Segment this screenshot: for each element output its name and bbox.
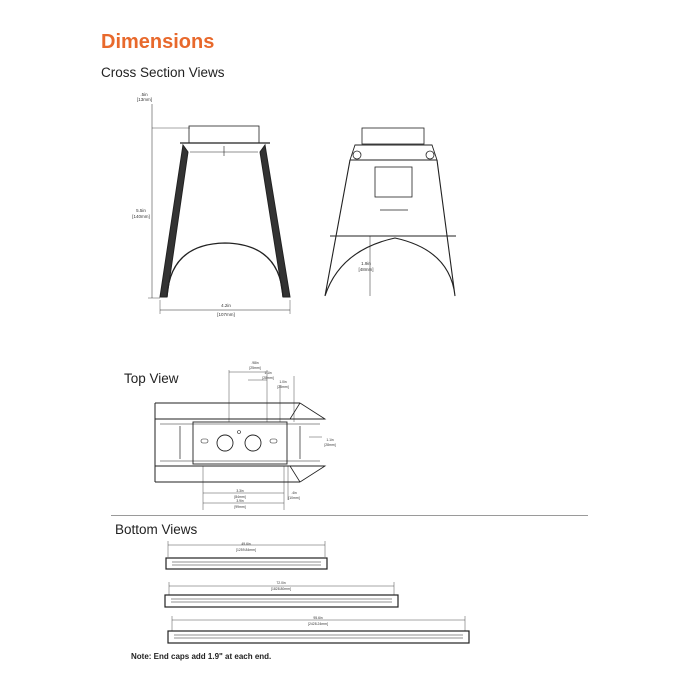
fixture-short xyxy=(166,558,327,569)
bottom-dim-b-in: 3.9in xyxy=(236,499,244,503)
end-cap-note: Note: End caps add 1.9" at each end. xyxy=(131,652,272,661)
top-dim-a-mm: [25mm] xyxy=(249,366,261,370)
top-dim-c-in: 1.0in xyxy=(279,380,287,384)
short-length-mm: [1259.84mm] xyxy=(236,548,256,552)
height-in-label: 5.5in xyxy=(136,208,146,213)
long-length-mm: [2428.24mm] xyxy=(308,622,328,626)
short-length-in: 49.6in xyxy=(241,542,251,546)
fixture-medium xyxy=(165,595,398,607)
width-mm-label: [107mm] xyxy=(217,312,235,317)
arch-height-in-label: 1.9in xyxy=(361,261,371,266)
side-dim-in: 1.1in xyxy=(326,438,334,442)
long-length-in: 95.6in xyxy=(313,616,323,620)
top-dim-a-in: .98in xyxy=(251,361,259,365)
bottom-dim-a-in: 3.3in xyxy=(236,489,244,493)
bottom-views-heading: Bottom Views xyxy=(115,522,198,537)
cross-section-heading: Cross Section Views xyxy=(101,65,225,80)
top-dim-b-mm: [28mm] xyxy=(262,376,274,380)
bottom-dim-b-mm: [99mm] xyxy=(234,505,246,509)
medium-length-mm: [1828.80mm] xyxy=(271,587,291,591)
width-in-label: 4.2in xyxy=(221,303,231,308)
fixture-long xyxy=(168,631,469,643)
bottom-dim-a-mm: [84mm] xyxy=(234,495,246,499)
bottom-dim-c-mm: [10mm] xyxy=(288,496,300,500)
page-title: Dimensions xyxy=(101,31,215,53)
side-dim-mm: [28mm] xyxy=(324,443,336,447)
top-dim-c-mm: [25mm] xyxy=(277,385,289,389)
bottom-dim-c-in: .4in xyxy=(291,491,297,495)
arch-height-mm-label: [48mm] xyxy=(358,267,374,272)
top-dim-b-in: 1.1in xyxy=(264,371,272,375)
height-mm-label: [140mm] xyxy=(132,214,150,219)
top-view-heading: Top View xyxy=(124,371,179,386)
medium-length-in: 72.0in xyxy=(276,581,286,585)
top-offset-in-label: .5in xyxy=(140,92,148,97)
top-offset-mm-label: [13mm] xyxy=(137,97,153,102)
